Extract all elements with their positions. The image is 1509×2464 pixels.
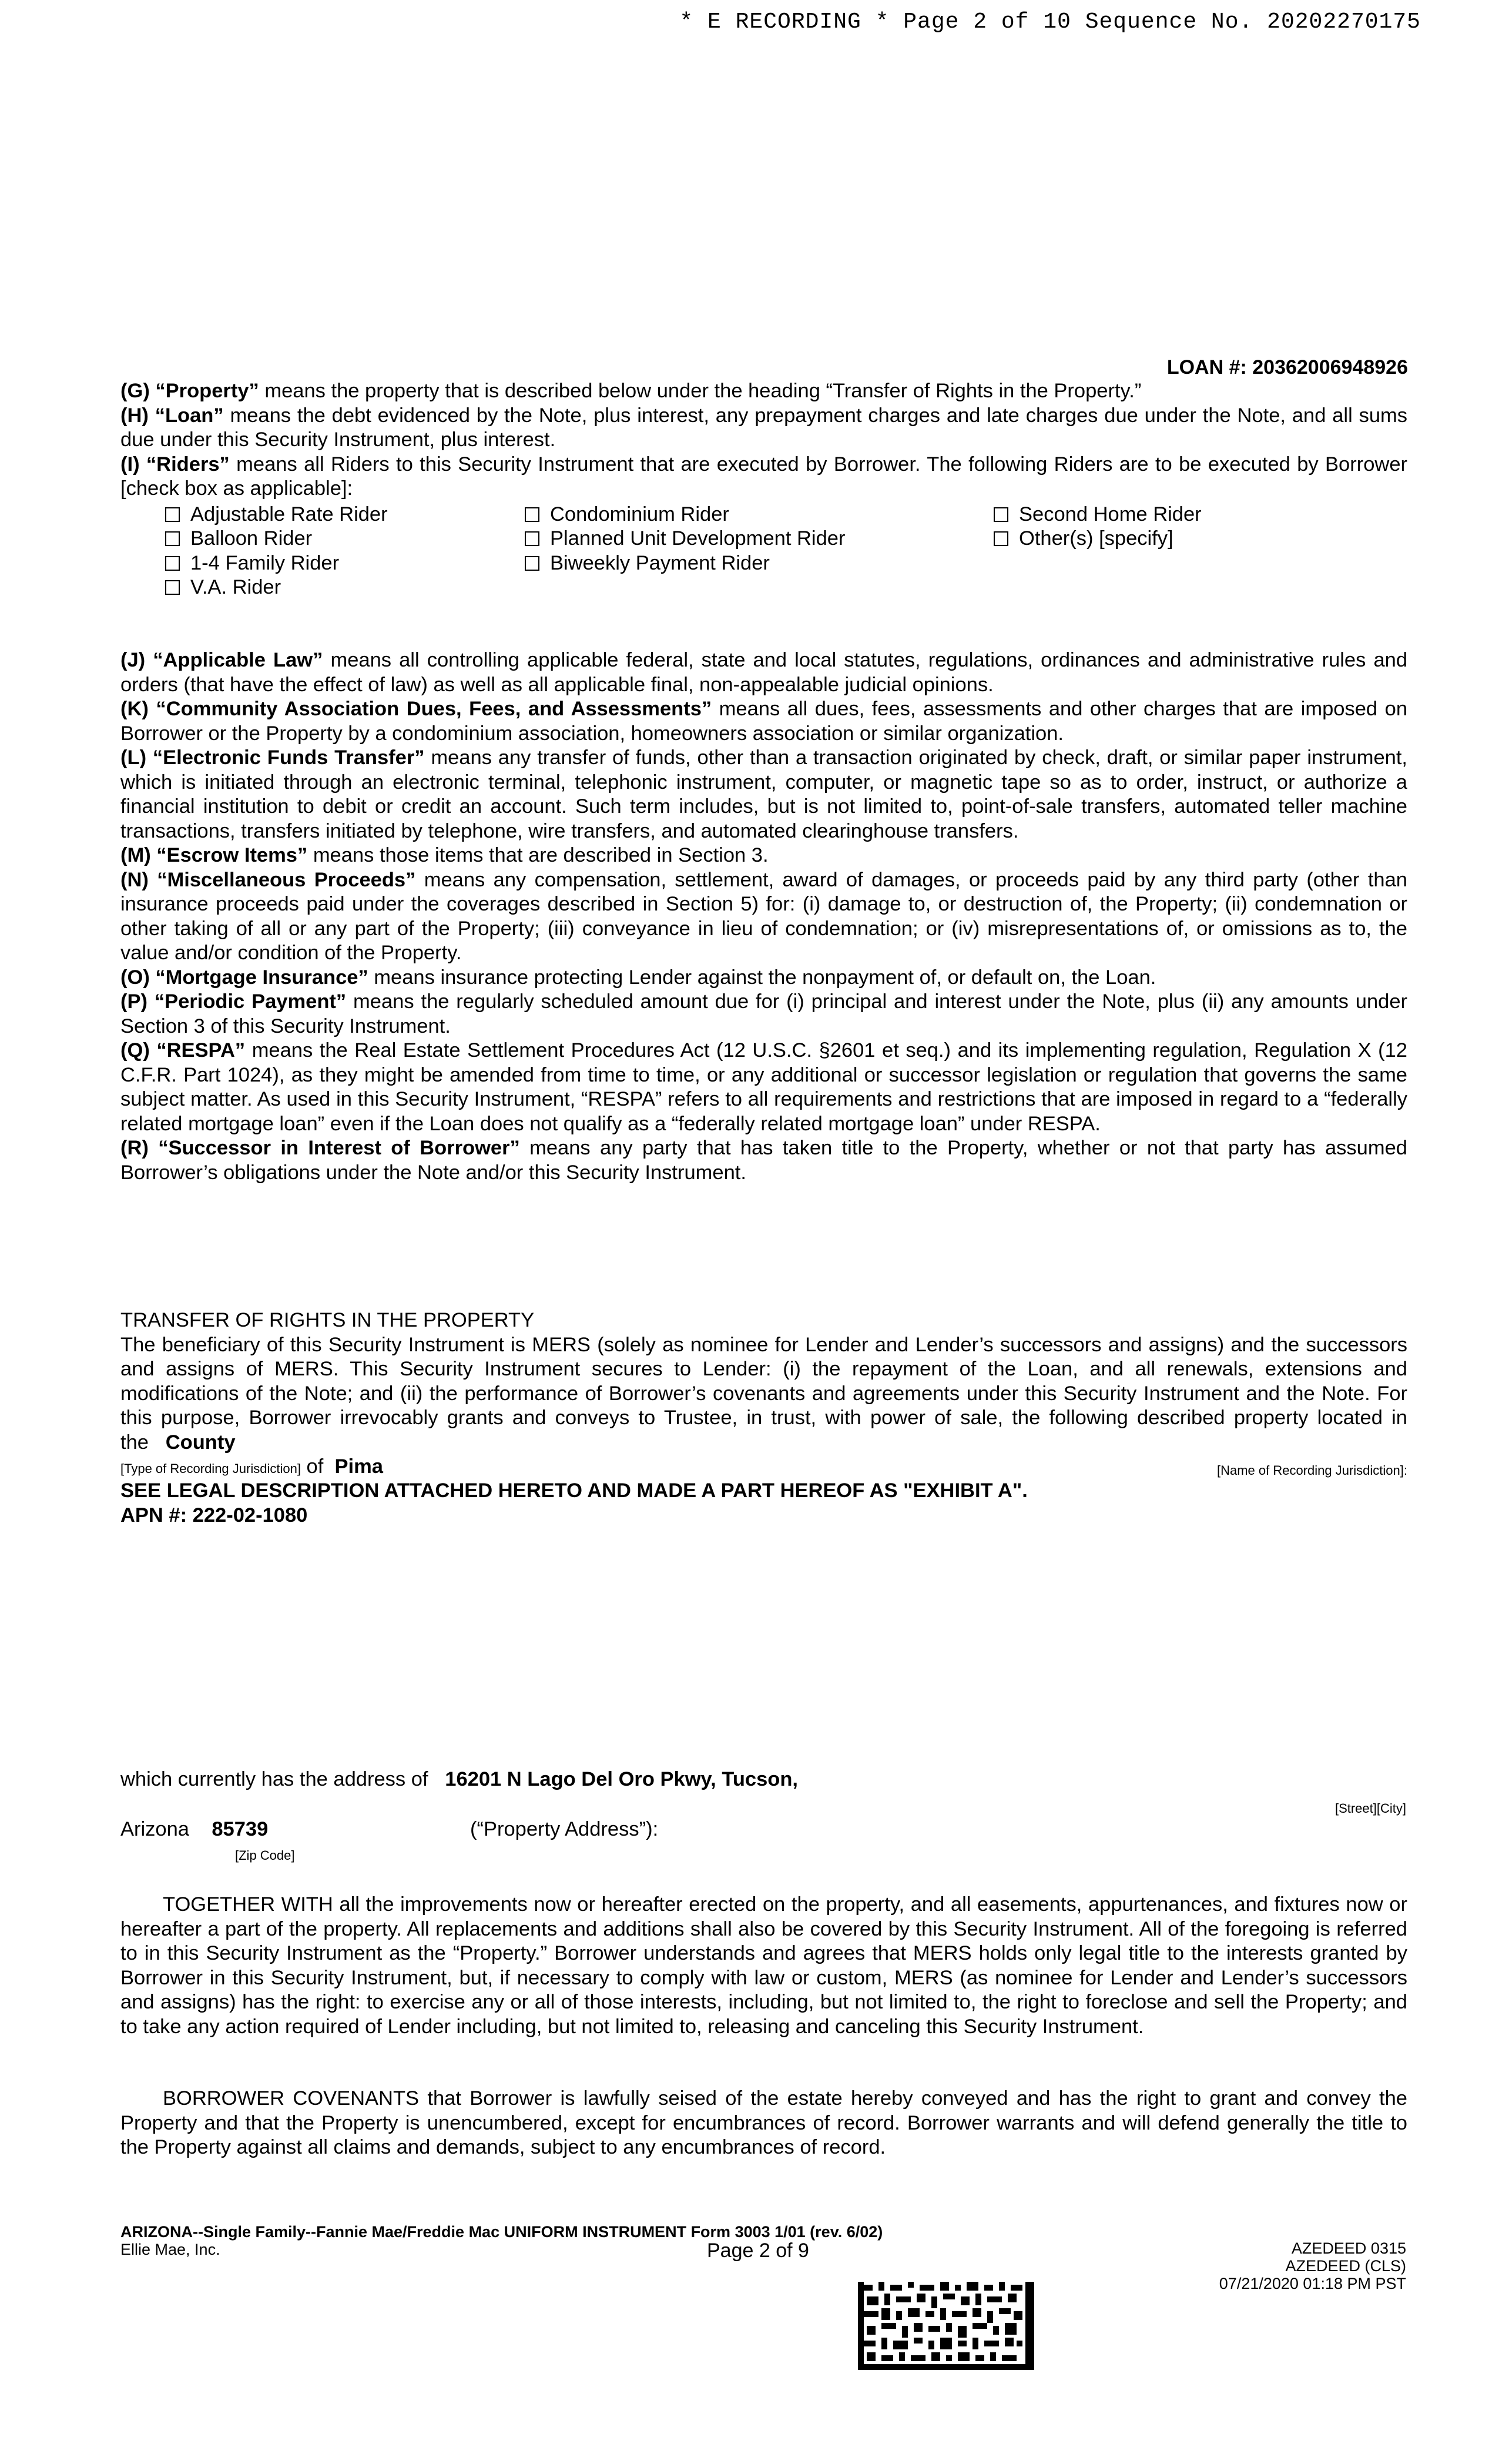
zip-code-label: [Zip Code] xyxy=(235,1848,295,1863)
rider-condominium[interactable] xyxy=(525,503,729,527)
definitions-top xyxy=(120,379,1407,501)
definition-o xyxy=(120,966,1407,990)
definition-r-text: means any party that has taken title to the Property, whether or not that party has assumed Borrower’s obligations under the Note and/or this Security Instrument. xyxy=(120,1137,1407,1184)
definition-r-label: (R) “Successor in Interest of Borrower” xyxy=(120,1137,520,1159)
definition-h-label: (H) “Loan” xyxy=(120,404,224,427)
rider-1-4-family-label: 1-4 Family Rider xyxy=(190,552,340,574)
rider-va[interactable] xyxy=(165,575,281,600)
apn-number: APN #: 222-02-1080 xyxy=(120,1504,308,1526)
definition-n-label: (N) “Miscellaneous Proceeds” xyxy=(120,868,416,891)
definition-j-label: (J) “Applicable Law” xyxy=(120,649,323,671)
definition-p xyxy=(120,990,1407,1039)
checkbox-icon[interactable] xyxy=(165,580,180,595)
definition-q xyxy=(120,1039,1407,1136)
zip-code: 85739 xyxy=(212,1818,269,1840)
rider-other-label: Other(s) [specify] xyxy=(1019,527,1173,550)
checkbox-icon[interactable] xyxy=(525,531,539,546)
definition-i-label: (I) “Riders” xyxy=(120,453,230,476)
definition-l-text: means any transfer of funds, other than a transaction originated by check, draft, or similar paper instrument, which is initiated through an electronic terminal, telephonic instrument, computer, or magnetic tape so as to order, instruct, or authorize a financial institution to debit or credit an account. Such term includes, but is not limited to, point-of-sale transfers, automated teller machine transactions, transfers initiated by telephone, wire transfers, and automated clearinghouse transfers. xyxy=(120,746,1407,842)
rider-second-home-label: Second Home Rider xyxy=(1019,503,1202,525)
company-name: Ellie Mae, Inc. xyxy=(120,2241,220,2258)
definition-j-text: means all controlling applicable federal, state and local statutes, regulations, ordinances and administrative rules and orders (that have the effect of law) as well as all applicable final, non-appealable judicial opinions. xyxy=(120,649,1408,696)
transfer-heading: TRANSFER OF RIGHTS IN THE PROPERTY xyxy=(120,1309,535,1331)
name-of-jurisdiction-label: [Name of Recording Jurisdiction]: xyxy=(1216,1463,1407,1478)
street-city: 16201 N Lago Del Oro Pkwy, Tucson, xyxy=(445,1768,799,1790)
definition-o-label: (O) “Mortgage Insurance” xyxy=(120,966,368,989)
definition-g-label: (G) “Property” xyxy=(120,380,259,402)
definition-l-label: (L) “Electronic Funds Transfer” xyxy=(120,746,425,769)
rider-pud[interactable] xyxy=(525,527,845,551)
definition-m xyxy=(120,843,1407,868)
rider-balloon[interactable] xyxy=(165,527,312,551)
timestamp: 07/21/2020 01:18 PM PST xyxy=(1219,2275,1406,2292)
definition-i-text: means all Riders to this Security Instrument that are executed by Borrower. The following Riders are to be executed by Borrower [check box as applicable]: xyxy=(120,453,1407,500)
recording-header: * E RECORDING * Page 2 of 10 Sequence No. 20202270175 xyxy=(679,9,1421,35)
definition-m-text: means those items that are described in Section 3. xyxy=(307,844,769,866)
checkbox-icon[interactable] xyxy=(525,507,539,522)
transfer-body-text: The beneficiary of this Security Instrument is MERS (solely as nominee for Lender and Lender’s successors and assigns) and the successors and assigns of MERS. This Security Instrument secures to Lender: (i) the repayment of the Loan, and all renewals, extensions and modifications of the Note; and (ii) the performance of Borrower’s covenants and agreements under this Security Instrument and the Note. For this purpose, Borrower irrevocably grants and conveys to Trustee, in trust, with power of sale, the following described property located in the xyxy=(120,1333,1407,1454)
definition-n-text: means any compensation, settlement, award of damages, or proceeds paid by any third party (other than insurance proceeds paid under the coverages described in Section 5) for: (i) damage to, or destruction of, the Property; (ii) condemnation or other taking of all or any part of the Property; (iii) conveyance in lieu of condemnation; or (iv) misrepresentations of, or omissions as to, the value and/or condition of the Property. xyxy=(120,868,1407,964)
definitions-main xyxy=(120,648,1407,1185)
rider-adjustable-rate[interactable] xyxy=(165,503,388,527)
checkbox-icon[interactable] xyxy=(165,556,180,571)
property-address-label: (“Property Address”): xyxy=(470,1818,659,1840)
rider-va-label: V.A. Rider xyxy=(190,576,281,598)
definition-q-label: (Q) “RESPA” xyxy=(120,1039,246,1062)
borrower-covenants-text: BORROWER COVENANTS that Borrower is lawfully seised of the estate hereby conveyed and has the right to grant and convey the Property and that the Property is unencumbered, except for encumbrances of record. Borrower warrants and will defend generally the title to the Property against all claims and demands, subject to any encumbrances of record. xyxy=(120,2087,1407,2158)
definition-o-text: means insurance protecting Lender against the nonpayment of, or default on, the Loan. xyxy=(368,966,1156,989)
street-city-label: [Street][City] xyxy=(1334,1801,1406,1816)
rider-balloon-label: Balloon Rider xyxy=(190,527,313,550)
together-with-paragraph xyxy=(120,1893,1407,2039)
jurisdiction-of: of xyxy=(306,1455,324,1478)
legal-description: SEE LEGAL DESCRIPTION ATTACHED HERETO AND MADE A PART HEREOF AS "EXHIBIT A". xyxy=(120,1479,1028,1502)
definition-h-text: means the debt evidenced by the Note, plus interest, any prepayment charges and late charges due under the Note, and all sums due under this Security Instrument, plus interest. xyxy=(120,404,1407,451)
recording-jurisdiction-name: Pima xyxy=(334,1455,383,1478)
loan-number: LOAN #: 20362006948926 xyxy=(1166,356,1408,379)
rider-pud-label: Planned Unit Development Rider xyxy=(550,527,846,550)
rider-adjustable-rate-label: Adjustable Rate Rider xyxy=(190,503,388,525)
checkbox-icon[interactable] xyxy=(165,531,180,546)
together-with-text: TOGETHER WITH all the improvements now or hereafter erected on the property, and all easements, appurtenances, and fixtures now or hereafter a part of the property. All replacements and additions shall also be covered by this Security Instrument. All of the foregoing is referred to in this Security Instrument as the “Property.” Borrower understands and agrees that MERS holds only legal title to the interests granted by Borrower in this Security Instrument, but, if necessary to comply with law or custom, MERS (as nominee for Lender and Lender’s successors and assigns) has the right: to exercise any or all of those interests, including, but not limited to, the right to foreclose and sell the Property; and to take any action required of Lender including, but not limited to, releasing and canceling this Security Instrument. xyxy=(120,1893,1407,2038)
state: Arizona xyxy=(120,1818,189,1840)
recording-jurisdiction-type: County xyxy=(165,1431,236,1454)
definition-j xyxy=(120,648,1407,697)
definition-k xyxy=(120,697,1407,746)
rider-condominium-label: Condominium Rider xyxy=(550,503,729,525)
definition-g-text: means the property that is described below under the heading “Transfer of Rights in the Property.” xyxy=(259,380,1142,402)
checkbox-icon[interactable] xyxy=(525,556,539,571)
rider-1-4-family[interactable] xyxy=(165,551,339,576)
checkbox-icon[interactable] xyxy=(994,507,1008,522)
rider-biweekly[interactable] xyxy=(525,551,770,576)
definition-k-label: (K) “Community Association Dues, Fees, and Assessments” xyxy=(120,698,712,720)
footer-codes xyxy=(1219,2239,1406,2292)
definition-n xyxy=(120,868,1407,966)
definition-p-text: means the regularly scheduled amount due for (i) principal and interest under the Note, plus (ii) any amounts under Section 3 of this Security Instrument. xyxy=(120,990,1407,1037)
address-line xyxy=(120,1768,798,1791)
checkbox-icon[interactable] xyxy=(994,531,1008,546)
rider-other[interactable] xyxy=(994,527,1173,551)
definition-k-text: means all dues, fees, assessments and other charges that are imposed on Borrower or the Property by a condominium association, homeowners association or similar organization. xyxy=(120,698,1408,745)
jurisdiction-line xyxy=(120,1455,1407,1479)
borrower-covenants-paragraph xyxy=(120,2087,1407,2160)
rider-second-home[interactable] xyxy=(994,503,1202,527)
type-of-jurisdiction-label: [Type of Recording Jurisdiction] xyxy=(120,1461,301,1476)
definition-h xyxy=(120,404,1407,453)
page-number: Page 2 of 9 xyxy=(707,2239,809,2262)
definition-p-label: (P) “Periodic Payment” xyxy=(120,990,347,1013)
state-zip-line xyxy=(120,1818,268,1841)
definition-i xyxy=(120,453,1407,501)
rider-biweekly-label: Biweekly Payment Rider xyxy=(550,552,770,574)
definition-l xyxy=(120,746,1407,843)
form-title: ARIZONA--Single Family--Fannie Mae/Freddie Mac UNIFORM INSTRUMENT Form 3003 1/01 (rev. 6/02) xyxy=(120,2223,883,2241)
definition-q-text: means the Real Estate Settlement Procedures Act (12 U.S.C. §2601 et seq.) and its implementing regulation, Regulation X (12 C.F.R. Part 1024), as they might be amended from time to time, or any additional or successor legislation or regulation that governs the same subject matter. As used in this Security Instrument, “RESPA” refers to all requirements and restrictions that are imposed in regard to a “federally related mortgage loan” even if the Loan does not qualify as a “federally related mortgage loan” under RESPA. xyxy=(120,1039,1407,1135)
definition-r xyxy=(120,1136,1407,1185)
barcode-icon xyxy=(858,2282,1034,2370)
form-code-2: AZEDEED (CLS) xyxy=(1285,2257,1406,2275)
definition-g xyxy=(120,379,1407,404)
address-intro: which currently has the address of xyxy=(120,1768,428,1790)
transfer-section xyxy=(120,1308,1407,1528)
form-code-1: AZEDEED 0315 xyxy=(1291,2239,1406,2257)
checkbox-icon[interactable] xyxy=(165,507,180,522)
transfer-body xyxy=(120,1333,1407,1455)
definition-m-label: (M) “Escrow Items” xyxy=(120,844,308,866)
